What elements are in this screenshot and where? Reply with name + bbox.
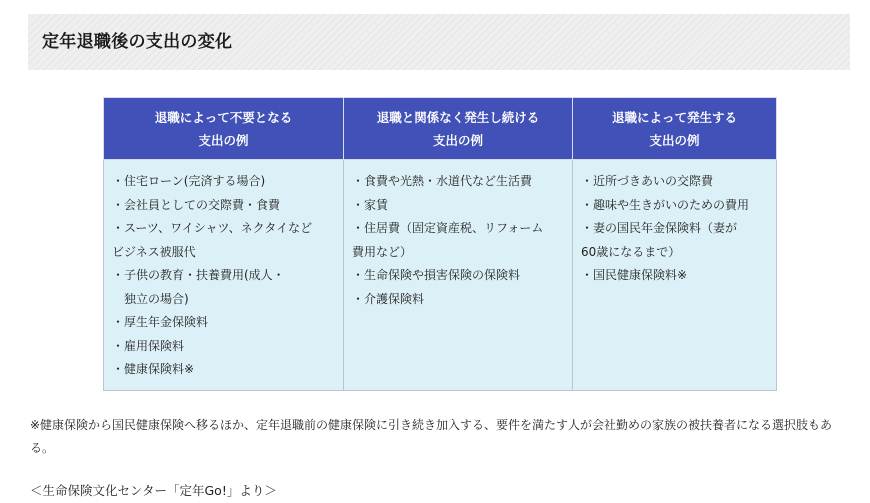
column-header-line: 退職によって発生する xyxy=(611,109,737,125)
list-item: 60歳になるまで） xyxy=(581,244,681,259)
list-item: ・会社員としての交際費・食費 xyxy=(112,197,281,212)
expense-list xyxy=(581,170,770,288)
list-item: ・家賃 xyxy=(352,197,389,212)
list-item: ・生命保険や損害保険の保険料 xyxy=(352,268,521,282)
list-item: ・介護保険料 xyxy=(352,291,425,306)
column-header-line: 支出の例 xyxy=(649,132,700,148)
list-item: ・子供の教育・扶養費用(成人・ xyxy=(112,268,285,282)
list-item: ビジネス被服代 xyxy=(112,244,196,259)
list-item: ・住居費（固定資産税、リフォーム xyxy=(352,221,544,235)
cell-unnecessary-expenses xyxy=(104,160,344,391)
column-header-continuing-expenses xyxy=(344,98,573,160)
list-item: ・雇用保険料 xyxy=(112,338,185,353)
column-header-line: 支出の例 xyxy=(198,132,249,148)
expense-list xyxy=(352,170,566,311)
list-item: 費用など） xyxy=(352,244,413,259)
column-header-new-expenses xyxy=(573,98,777,160)
list-item: ・趣味や生きがいのための費用 xyxy=(581,197,750,212)
section-heading-band xyxy=(28,14,850,70)
list-item: ・厚生年金保険料 xyxy=(112,315,209,329)
expense-list xyxy=(112,170,337,382)
list-item: ・国民健康保険料※ xyxy=(581,268,688,282)
table-body-row xyxy=(104,160,777,391)
list-item: ・健康保険料※ xyxy=(112,362,195,376)
cell-new-expenses xyxy=(573,160,777,391)
cell-continuing-expenses xyxy=(344,160,573,391)
source-citation: ＜生命保険文化センター「定年Go!」より＞ xyxy=(30,483,277,498)
column-header-line: 退職によって不要となる xyxy=(154,109,293,125)
expense-comparison-table xyxy=(103,97,777,391)
list-item: 独立の場合) xyxy=(112,291,189,306)
list-item: ・妻の国民年金保険料（妻が xyxy=(581,221,738,235)
section-title: 定年退職後の支出の変化 xyxy=(42,32,233,52)
column-header-line: 退職と関係なく発生し続ける xyxy=(376,109,540,125)
table-header-row xyxy=(104,98,777,160)
list-item: ・住宅ローン(完済する場合) xyxy=(112,174,266,188)
column-header-line: 支出の例 xyxy=(432,132,483,148)
column-header-unnecessary-expenses xyxy=(104,98,344,160)
list-item: ・近所づきあいの交際費 xyxy=(581,174,714,188)
list-item: ・食費や光熱・水道代など生活費 xyxy=(352,174,533,188)
footnote: ※健康保険から国民健康保険へ移るほか、定年退職前の健康保険に引き続き加入する、要件を満たす人が会社勤めの家族の被扶養者になる選択肢もある。 xyxy=(30,418,833,455)
list-item: ・スーツ、ワイシャツ、ネクタイなど xyxy=(112,221,313,235)
